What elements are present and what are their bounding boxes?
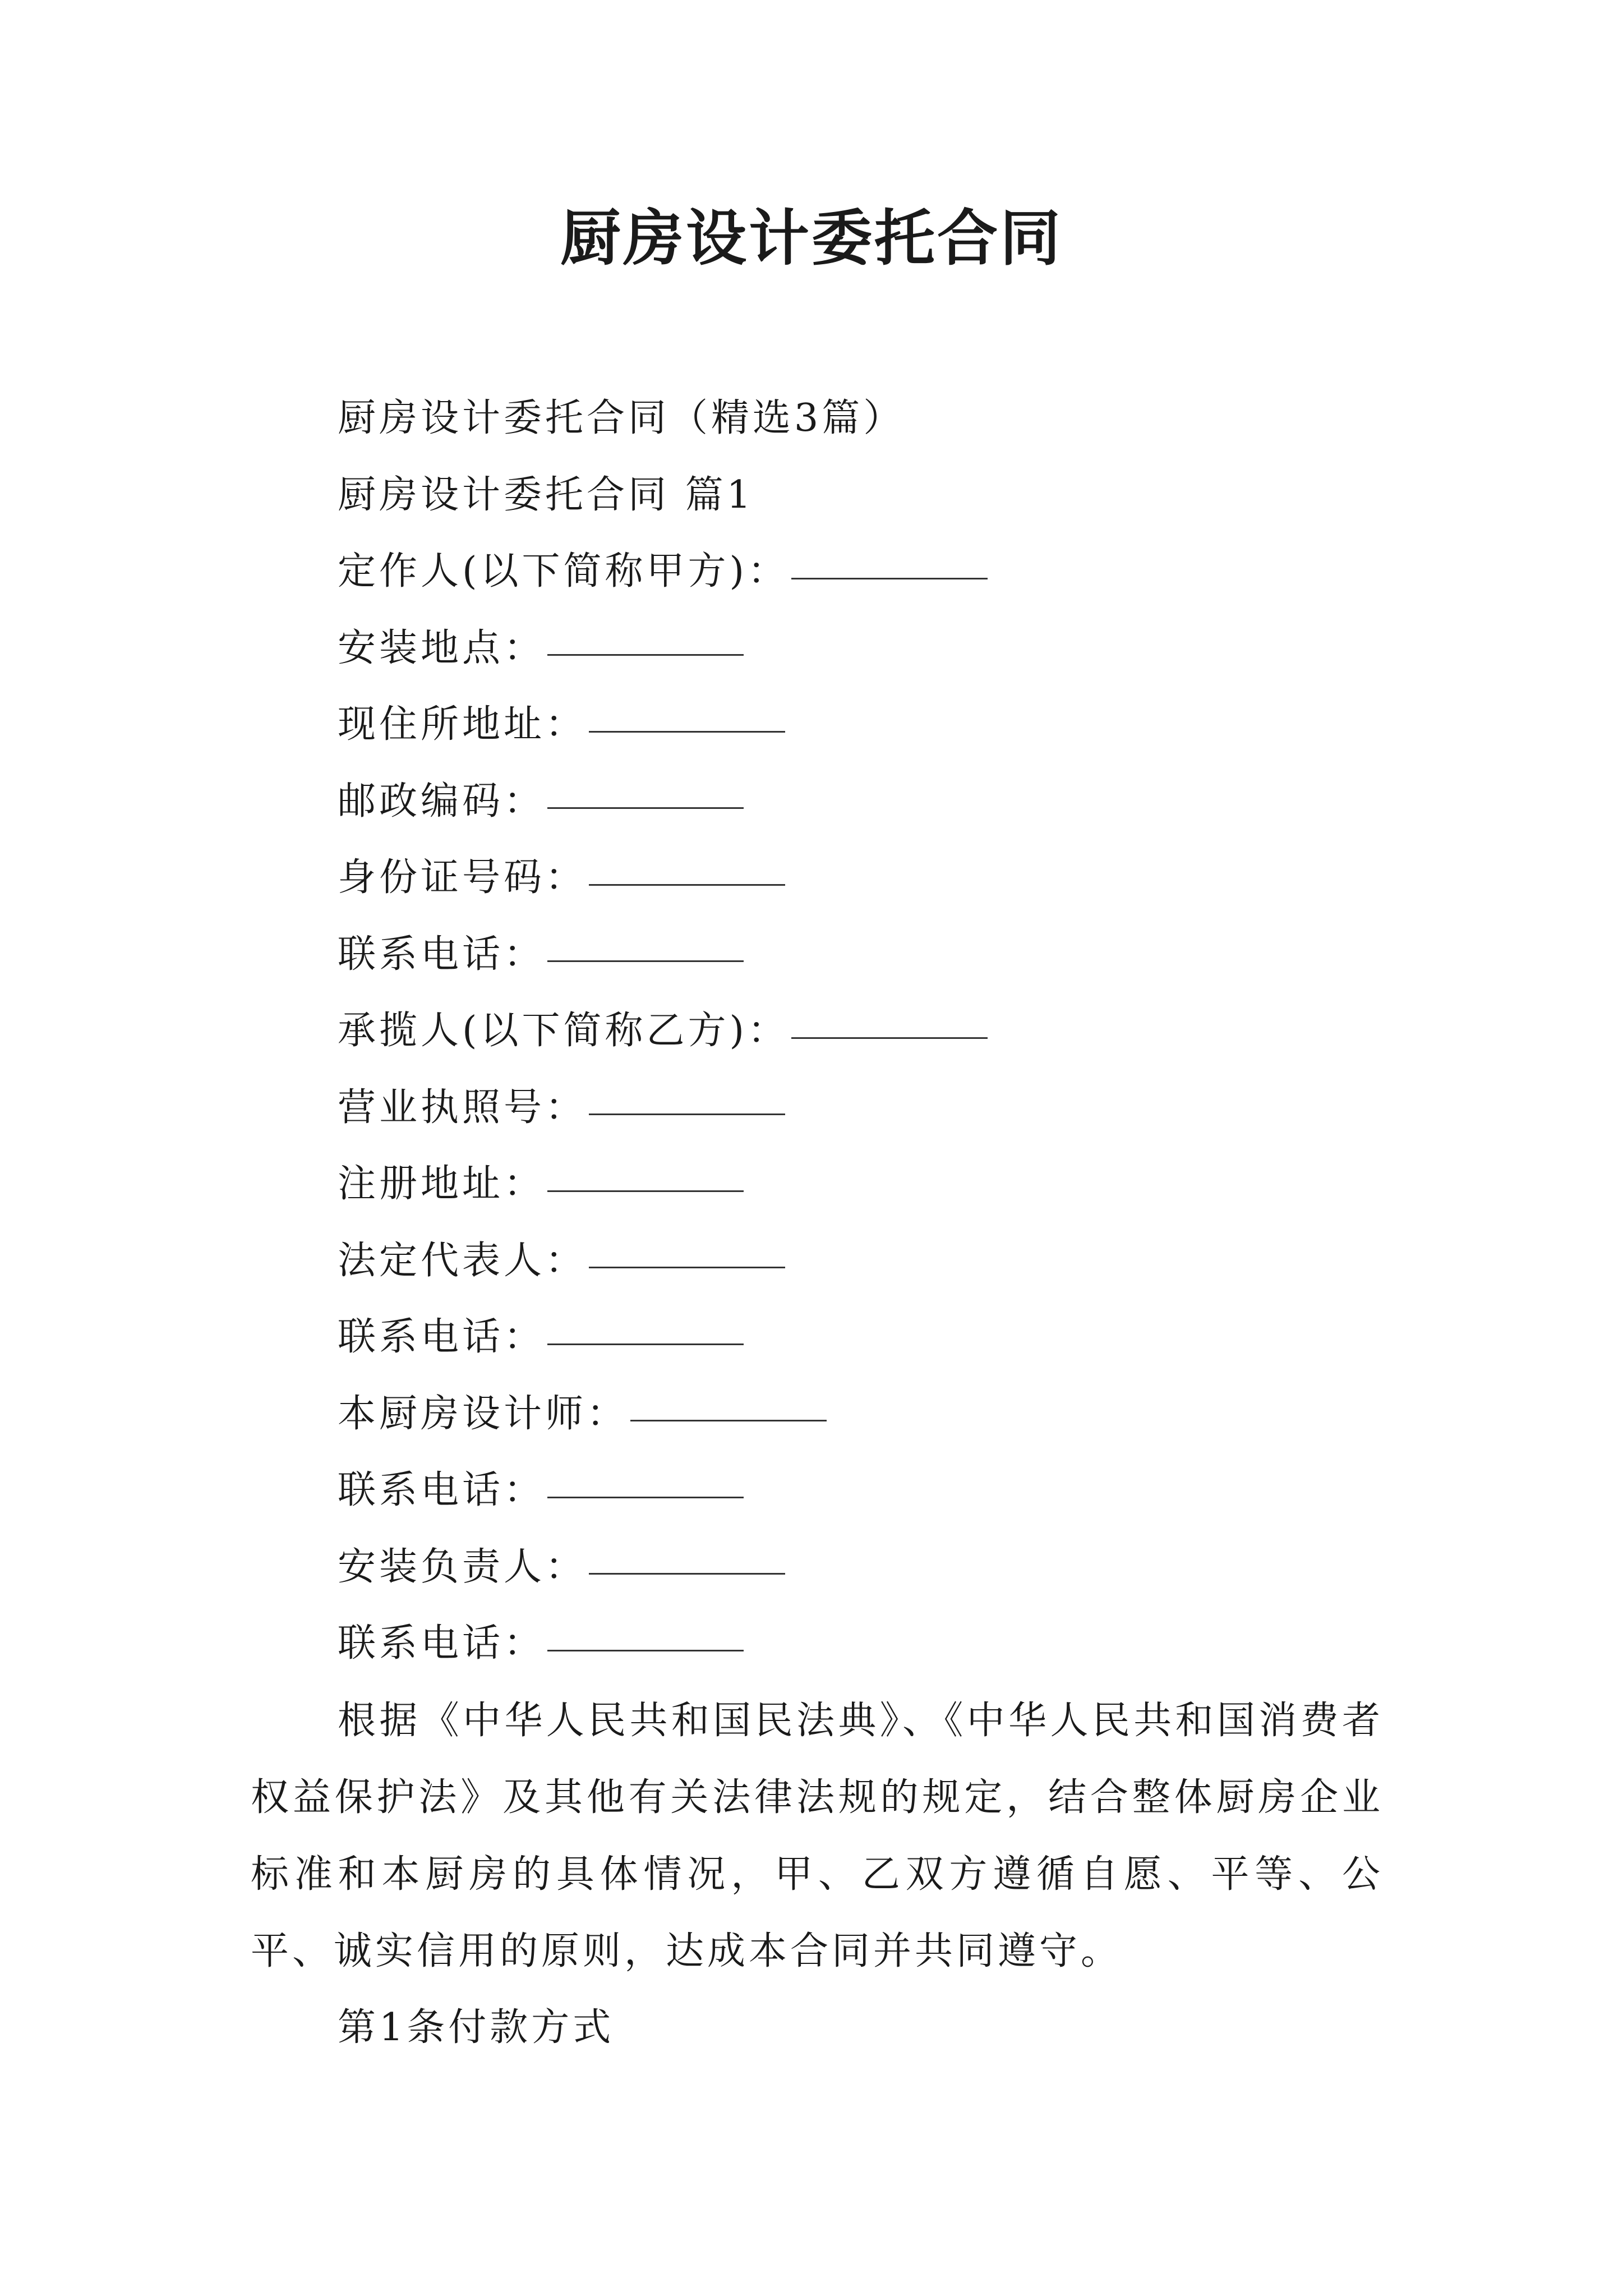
blank-line	[589, 1114, 785, 1115]
blank-line	[547, 654, 744, 656]
field-row	[251, 1529, 1384, 1606]
field-label: 邮政编码：	[338, 779, 546, 823]
body-paragraph: 根据《中华人民共和国民法典》、《中华人民共和国消费者权益保护法》及其他有关法律法规的规定，结合整体厨房企业标准和本厨房的具体情况，甲、乙双方遵循自愿、平等、公平、诚实信用的原则，达成本合同并共同遵守。	[251, 1698, 1384, 1973]
subtitle: 厨房设计委托合同（精选3篇）	[338, 396, 905, 440]
blank-line	[630, 1420, 827, 1421]
field-row	[251, 610, 1384, 687]
field-label: 本厨房设计师：	[338, 1391, 629, 1436]
field-label: 承揽人(以下简称乙方)：	[338, 1009, 790, 1053]
field-label: 身份证号码：	[338, 855, 587, 900]
field-label: 联系电话：	[338, 1468, 546, 1512]
field-label: 安装负责人：	[338, 1544, 587, 1589]
blank-line	[589, 1573, 785, 1575]
field-label: 联系电话：	[338, 1315, 546, 1359]
section-heading: 厨房设计委托合同 篇1	[338, 472, 754, 517]
blank-line	[547, 960, 744, 962]
field-label: 定作人(以下简称甲方)：	[338, 549, 790, 593]
field-row	[251, 1223, 1384, 1300]
field-row	[251, 917, 1384, 993]
field-row	[251, 1070, 1384, 1147]
field-row	[251, 1605, 1384, 1682]
field-row	[251, 1146, 1384, 1223]
field-row	[251, 840, 1384, 917]
field-label: 联系电话：	[338, 1621, 546, 1665]
field-row	[251, 1452, 1384, 1529]
field-row	[251, 533, 1384, 610]
field-row	[251, 763, 1384, 840]
field-label: 注册地址：	[338, 1162, 546, 1206]
field-label: 现住所地址：	[338, 702, 587, 747]
blank-line	[791, 578, 988, 579]
blank-line	[791, 1037, 988, 1039]
blank-line	[547, 1343, 744, 1345]
field-label: 法定代表人：	[338, 1238, 587, 1283]
blank-line	[589, 731, 785, 733]
blank-line	[547, 1190, 744, 1192]
field-row	[251, 1299, 1384, 1376]
article-heading: 第1条付款方式	[338, 2005, 615, 2050]
blank-line	[547, 807, 744, 809]
field-label: 联系电话：	[338, 932, 546, 977]
blank-line	[589, 1267, 785, 1268]
blank-line	[547, 1650, 744, 1651]
field-row	[251, 687, 1384, 763]
field-label: 安装地点：	[338, 625, 546, 670]
document-title: 厨房设计委托合同	[560, 203, 1063, 274]
field-label: 营业执照号：	[338, 1085, 587, 1130]
blank-line	[547, 1497, 744, 1498]
field-row	[251, 993, 1384, 1070]
field-row	[251, 1376, 1384, 1453]
document-body	[251, 380, 1384, 2066]
blank-line	[589, 884, 785, 886]
